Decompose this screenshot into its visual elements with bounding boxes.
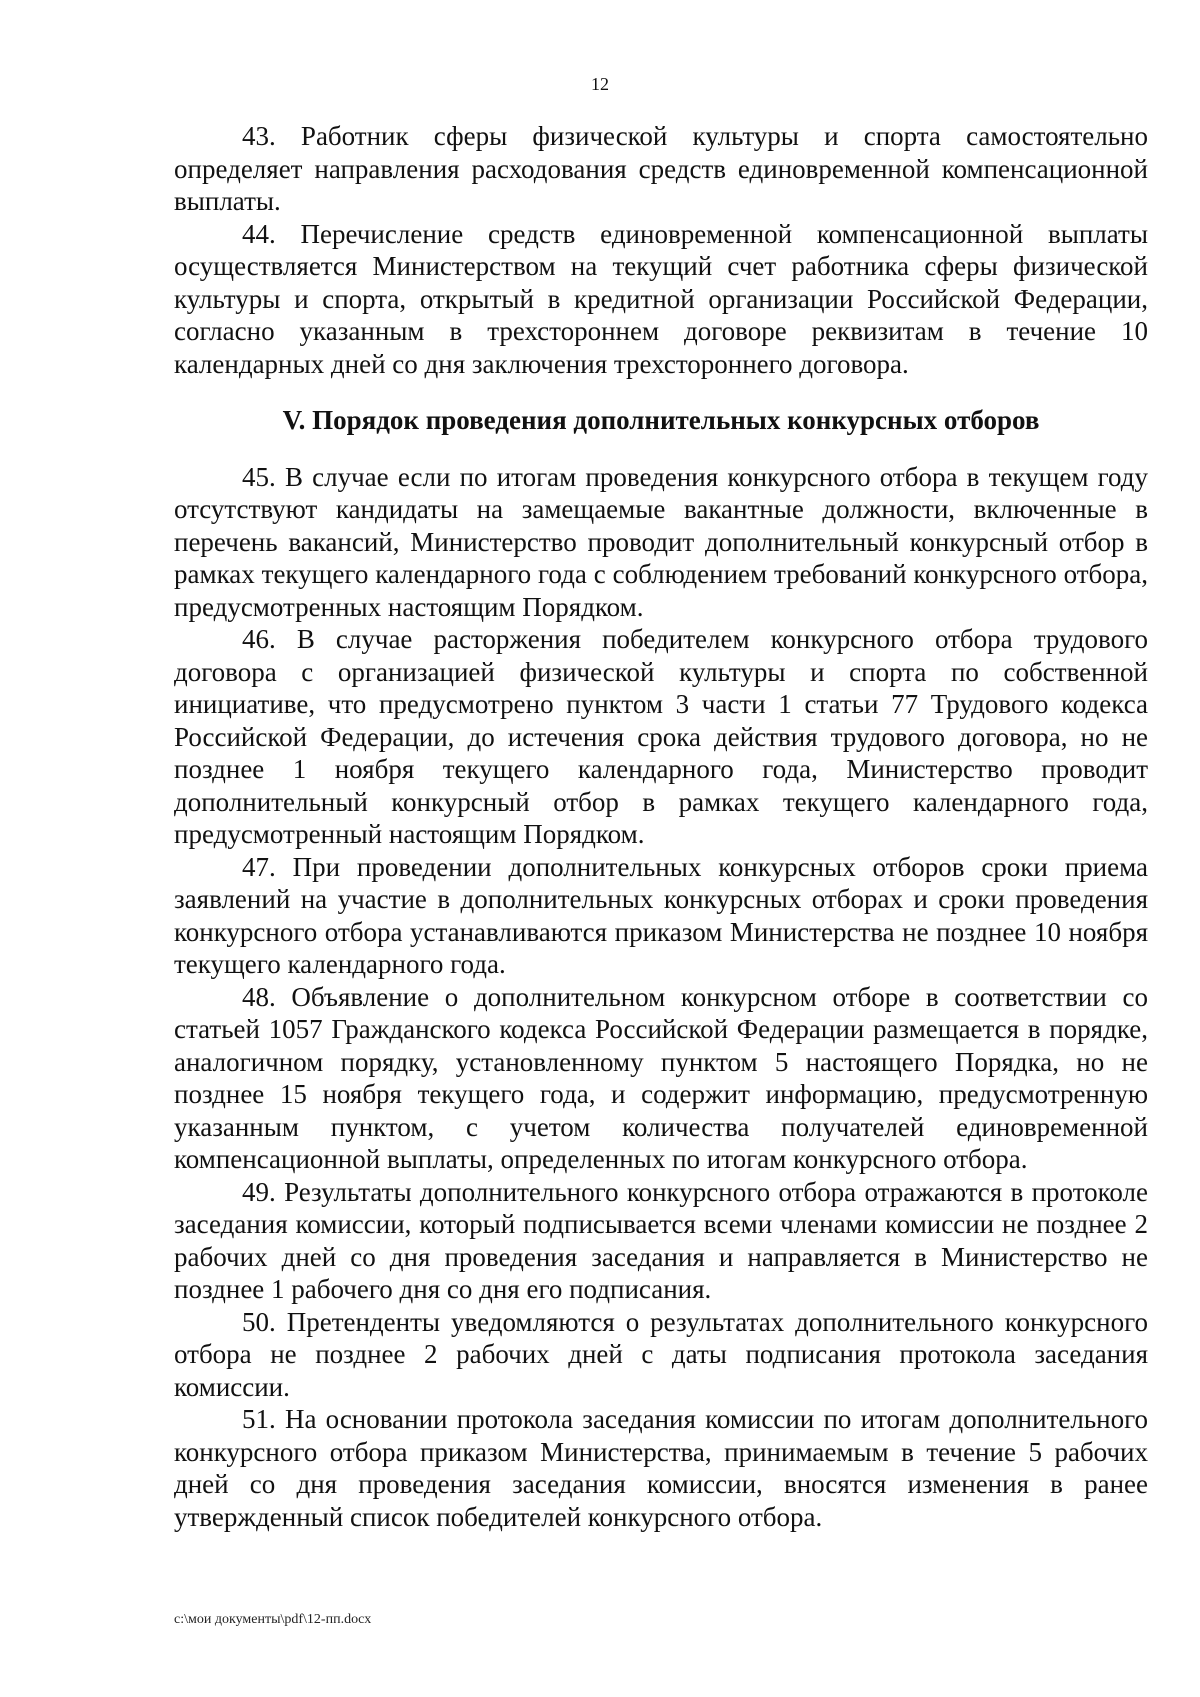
paragraph-43: 43. Работник сферы физической культуры и спорта самостоятельно определяет направления расходования средств единовременной компенсационной выплаты. <box>174 121 1148 216</box>
paragraph-50: 50. Претенденты уведомляются о результатах дополнительного конкурсного отбора не позднее 2 рабочих дней с даты подписания протокола заседания комиссии. <box>174 1306 1148 1402</box>
page-number: 12 <box>591 74 609 94</box>
paragraph-44: 44. Перечисление средств единовременной компенсационной выплаты осуществляется Министерством на текущий счет работника сферы физической культуры и спорта, открытый в кредитной организации Российской Федерации, согласно указанным в трехстороннем договоре реквизитам в течение 10 календарных дней со дня заключения трехстороннего договора. <box>174 218 1148 379</box>
paragraph-45: 45. В случае если по итогам проведения конкурсного отбора в текущем году отсутствуют кандидаты на замещаемые вакантные должности, включенные в перечень вакансий, Министерство проводит дополнительный конкурсный отбор в рамках текущего календарного года с соблюдением требований конкурсного отбора, предусмотренных настоящим Порядком. <box>174 461 1148 622</box>
paragraph-46: 46. В случае расторжения победителем конкурсного отбора трудового договора с организацией физической культуры и спорта по собственной инициативе, что предусмотрено пунктом 3 части 1 статьи 77 Трудового кодекса Российской Федерации, до истечения срока действия трудового договора, но не позднее 1 ноября текущего календарного года, Министерство проводит дополнительный конкурсный отбор в рамках текущего календарного года, предусмотренный настоящим Порядком. <box>174 624 1148 849</box>
paragraph-51: 51. На основании протокола заседания комиссии по итогам дополнительного конкурсного отбора приказом Министерства, принимаемым в течение 5 рабочих дней со дня проведения заседания комиссии, вносятся изменения в ранее утвержденный список победителей конкурсного отбора. <box>174 1404 1148 1532</box>
paragraph-48: 48. Объявление о дополнительном конкурсном отборе в соответствии со статьей 1057 Гражданского кодекса Российской Федерации размещается в порядке, аналогичном порядку, установленному пунктом 5 настоящего Порядка, но не позднее 15 ноября текущего года, и содержит информацию, предусмотренную указанным пунктом, с учетом количества получателей единовременной компенсационной выплаты, определенных по итогам конкурсного отбора. <box>174 981 1148 1174</box>
document-body <box>174 120 1148 1533</box>
section-heading: V. Порядок проведения дополнительных конкурсных отборов <box>282 405 1040 435</box>
footer-file-path: c:\мои документы\pdf\12-пп.docx <box>174 1612 372 1627</box>
paragraph-47: 47. При проведении дополнительных конкурсных отборов сроки приема заявлений на участие в дополнительных конкурсных отборах и сроки проведения конкурсного отбора устанавливаются приказом Министерства не позднее 10 ноября текущего календарного года. <box>174 851 1148 979</box>
paragraph-49: 49. Результаты дополнительного конкурсного отбора отражаются в протоколе заседания комиссии, который подписывается всеми членами комиссии не позднее 2 рабочих дней со дня проведения заседания и направляется в Министерство не позднее 1 рабочего дня со дня его подписания. <box>174 1176 1148 1304</box>
